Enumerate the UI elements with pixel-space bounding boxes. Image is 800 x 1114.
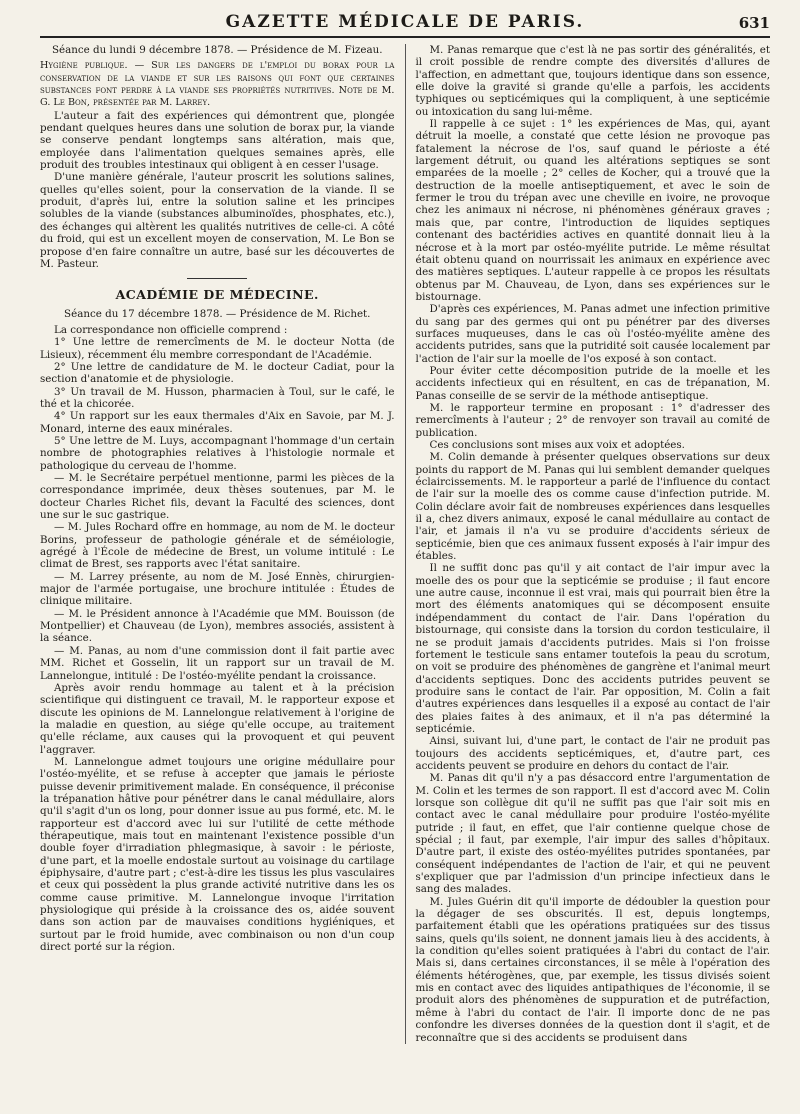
section-title: ACADÉMIE DE MÉDECINE. <box>115 287 319 303</box>
list-item: 3° Un travail de M. Husson, pharmacien à Toul, sur le café, le thé et la chicorée. <box>40 385 395 410</box>
left-column <box>40 44 406 1044</box>
paragraph: — M. le Président annonce à l'Académie que MM. Bouisson (de Montpellier) et Chauveau (de Lyon), membres associés, assistent à la séance. <box>40 607 395 645</box>
text-columns <box>40 44 770 1044</box>
paragraph: M. Jules Guérin dit qu'il importe de dédoubler la question pour la dégager de ses obscurités. Il est, depuis longtemps, parfaitement établi que les opérations pratiquées sur des tissus sains, quels qu'ils soient, ne donnent jamais lieu à des accidents, à la condition qu'elles soient pratiquées à l'abri du contact de l'air. Mais si, dans certaines circonstances, il se mêle à l'opération des éléments hétérogènes, que, par exemple, les tissus divisés soient mis en contact avec des liquides antipathiques de l'économie, il se produit alors des phénomènes de suppuration et de putréfaction, même à l'abri du contact de l'air. Il importe donc de ne pas confondre les diverses données de la question dont il s'agit, et de reconnaître que si des accidents se produisent dans <box>415 895 770 1044</box>
seance-heading: Séance du 17 décembre 1878. — Présidence de M. Richet. <box>64 307 371 320</box>
right-column <box>406 44 771 1044</box>
paragraph: Ces conclusions sont mises aux voix et adoptées. <box>429 439 685 451</box>
list-item: 5° Une lettre de M. Luys, accompagnant l'hommage d'un certain nombre de photographies relatives à l'histologie normale et pathologique du cerveau de l'homme. <box>40 434 395 472</box>
paragraph: Il ne suffit donc pas qu'il y ait contact de l'air impur avec la moelle des os pour que la septicémie se produise ; il faut encore une autre cause, inconnue il est vrai, mais qui pourrait bien être la mort des éléments anatomiques qui se décomposent ensuite indépendamment du contact de l'air. Dans l'opération du bistournage, qui consiste dans la torsion du cordon testiculaire, il ne se produit jamais d'accidents putrides. Mais si l'on froisse fortement le testicule sans entamer toutefois la peau du scrotum, on voit se produire des phénomènes de gangrène et l'animal meurt d'accidents septiques. Donc des accidents putrides peuvent se produire sans le contact de l'air. Par opposition, M. Colin a fait d'autres expériences dans lesquelles il a exposé au contact de l'air des plaies faites à des animaux, et il n'a pas déterminé la septicémie. <box>415 562 770 735</box>
paragraph: M. Lannelongue admet toujours une origine médullaire pour l'ostéo-myélite, et se refuse à accepter que jamais le périoste puisse devenir primitivement malade. En conséquence, il préconise la trépanation hâtive pour pénétrer dans le canal médullaire, alors qu'il s'agit d'un os long, pour donner issue au pus formé, etc. M. le rapporteur est d'accord avec lui sur l'utilité de cette méthode thérapeutique, mais tout en maintenant l'existence possible d'un double foyer d'irradiation phlegmasique, à savoir : le périoste, d'une part, et la moelle endostale surtout au voisinage du cartilage épiphysaire, d'autre part ; c'est-à-dire les tissus les plus vasculaires et ceux qui possèdent la plus grande activité nutritive dans les os comme cause primitive. M. Lannelongue invoque l'irritation physiologique qui préside à la croissance des os, aidée souvent dans son action par de mauvaises conditions hygiéniques, et surtout par le froid humide, avec combinaison ou non d'un coup direct porté sur la région. <box>40 755 395 954</box>
paragraph: Après avoir rendu hommage au talent et à la précision scientifique qui distinguent ce travail, M. le rapporteur expose et discute les opinions de M. Lannelongue relativement à l'origine de la maladie en question, au siége qu'elle occupe, au traitement qu'elle réclame, aux causes qui la provoquent et qui peuvent l'aggraver. <box>40 681 395 756</box>
paragraph: Ainsi, suivant lui, d'une part, le contact de l'air ne produit pas toujours des accidents septicémiques, et, d'autre part, ces accidents peuvent se produire en dehors du contact de l'air. <box>415 735 770 772</box>
journal-title: GAZETTE MÉDICALE DE PARIS. <box>225 12 585 32</box>
paragraph: M. le rapporteur termine en proposant : 1° d'adresser des remercîments à l'auteur ; 2° de renvoyer son travail au comité de publication. <box>415 401 770 439</box>
paragraph: — M. le Secrétaire perpétuel mentionne, parmi les pièces de la correspondance imprimée, deux thèses soutenues, par M. le docteur Charles Richet fils, devant la Faculté des sciences, dont une sur le suc gastrique. <box>40 472 395 522</box>
page-header <box>40 0 770 38</box>
paragraph: — M. Jules Rochard offre en hommage, au nom de M. le docteur Borins, professeur de pathologie générale et de séméiologie, agrégé à l'École de médecine de Brest, un volume intitulé : Le climat de Brest, ses rapports avec l'état sanitaire. <box>40 521 395 571</box>
divider <box>187 278 247 279</box>
paragraph: M. Panas remarque que c'est là ne pas sortir des généralités, et il croit possible de rendre compte des diversités d'allures de l'affection, en admettant que, toujours identique dans son essence, elle doive la gravité si grande qu'elle a parfois, les accidents typhiques ou septicémiques qui la compliquent, à une septicémie ou intoxication du sang lui-même. <box>415 44 770 118</box>
page-number: 631 <box>738 14 770 32</box>
paragraph: — M. Larrey présente, au nom de M. José Ennès, chirurgien-major de l'armée portugaise, une brochure intitulée : Études de clinique militaire. <box>40 570 395 608</box>
paragraph: La correspondance non officielle comprend : <box>54 323 288 336</box>
paragraph: Il rappelle à ce sujet : 1° les expériences de Mas, qui, ayant détruit la moelle, a constaté que cette lésion ne provoque pas fatalement la nécrose de l'os, sauf quand le périoste a été largement détruit, ou quand les altérations septiques se sont emparées de la moelle ; 2° celles de Kocher, qui a trouvé que la destruction de la moelle antiseptiquement, et avec le soin de fermer le trou du trépan avec une cheville en ivoire, ne provoque chez les animaux ni nécrose, ni phénomènes généraux graves ; mais que, par contre, l'introduction de liquides septiques contenant des bactéridies actives en quantité donnait lieu à la nécrose et à la mort par ostéo-myélite putride. Le même résultat était obtenu quand on nourrissait les animaux en expérience avec des matières septiques. L'auteur rappelle à ce propos les résultats obtenus par M. Chauveau, de Lyon, dans ses expériences sur le bistournage. <box>415 118 770 303</box>
list-item: 4° Un rapport sur les eaux thermales d'Aix en Savoie, par M. J. Monard, interne des eaux minérales. <box>40 410 395 435</box>
seance-heading: Séance du lundi 9 décembre 1878. — Présidence de M. Fizeau. <box>51 44 383 56</box>
list-item: 2° Une lettre de candidature de M. le docteur Cadiat, pour la section d'anatomie et de physiologie. <box>40 360 395 386</box>
paragraph: M. Colin demande à présenter quelques observations sur deux points du rapport de M. Panas qui lui semblent demander quelques éclaircissements. M. le rapporteur a parlé de l'influence du contact de l'air sur la moelle des os comme cause d'infection putride. M. Colin déclare avoir fait de nombreuses expériences dans lesquelles il a, chez divers animaux, exposé le canal médullaire au contact de l'air, et jamais il n'a vu se produire d'accidents sérieux de septicémie, bien que ces animaux fussent exposés à l'air impur des étables. <box>415 451 770 563</box>
paragraph: L'auteur a fait des expériences qui démontrent que, plongée pendant quelques heures dans une solution de borax pur, la viande se conserve pendant longtemps sans altération, mais que, employée dans l'alimentation quelques semaines après, elle produit des troubles intestinaux qui obligent à en cesser l'usage. <box>40 109 395 172</box>
paragraph: D'après ces expériences, M. Panas admet une infection primitive du sang par des germes qui ont pu pénétrer par des diverses surfaces muqueuses, dans le cas où l'ostéo-myélite amène des accidents putrides, sans que la putridité soit causée localement par l'action de l'air sur la moelle de l'os exposé à son contact. <box>415 303 770 365</box>
paragraph: M. Panas dit qu'il n'y a pas désaccord entre l'argumentation de M. Colin et les termes de son rapport. Il est d'accord avec M. Colin lorsque son collègue dit qu'il ne suffit pas que l'air soit mis en contact avec le canal médullaire pour produire l'ostéo-myélite putride ; il faut, en effet, que l'air contienne quelque chose de spécial ; il faut, par exemple, l'air impur des salles d'hôpitaux. D'autre part, il existe des ostéo-myélites putrides spontanées, par conséquent indépendantes de l'action de l'air, et qui ne peuvent s'expliquer que par l'admission d'un principe infectieux dans le sang des malades. <box>415 772 770 896</box>
paragraph: — M. Panas, au nom d'une commission dont il fait partie avec MM. Richet et Gosselin, lit un rapport sur un travail de M. Lannelongue, intitulé : De l'ostéo-myélite pendant la croissance. <box>40 644 395 682</box>
paragraph: D'une manière générale, l'auteur proscrit les solutions salines, quelles qu'elles soient, pour la conservation de la viande. Il se produit, d'après lui, entre la solution saline et les principes solubles de la viande (substances albuminoïdes, phosphates, etc.), des échanges qui altèrent les qualités nutritives de celle-ci. A côté du froid, qui est un excellent moyen de conservation, M. Le Bon se propose d'en faire connaître un autre, basé sur les découvertes de M. Pasteur. <box>40 171 395 270</box>
article-title: Hygiène publique. — Sur les dangers de l'emploi du borax pour la conservation de la viande et sur les raisons qui font que certaines substances font perdre à la viande ses propriétés nutritives. Note de M. G. Le Bon, présentée par M. Larrey. <box>40 60 395 109</box>
paragraph: Pour éviter cette décomposition putride de la moelle et les accidents infectieux qui en résultent, en cas de trépanation, M. Panas conseille de se servir de la méthode antiseptique. <box>415 364 770 402</box>
list-item: 1° Une lettre de remercîments de M. le docteur Notta (de Lisieux), récemment élu membre correspondant de l'Académie. <box>40 336 395 361</box>
